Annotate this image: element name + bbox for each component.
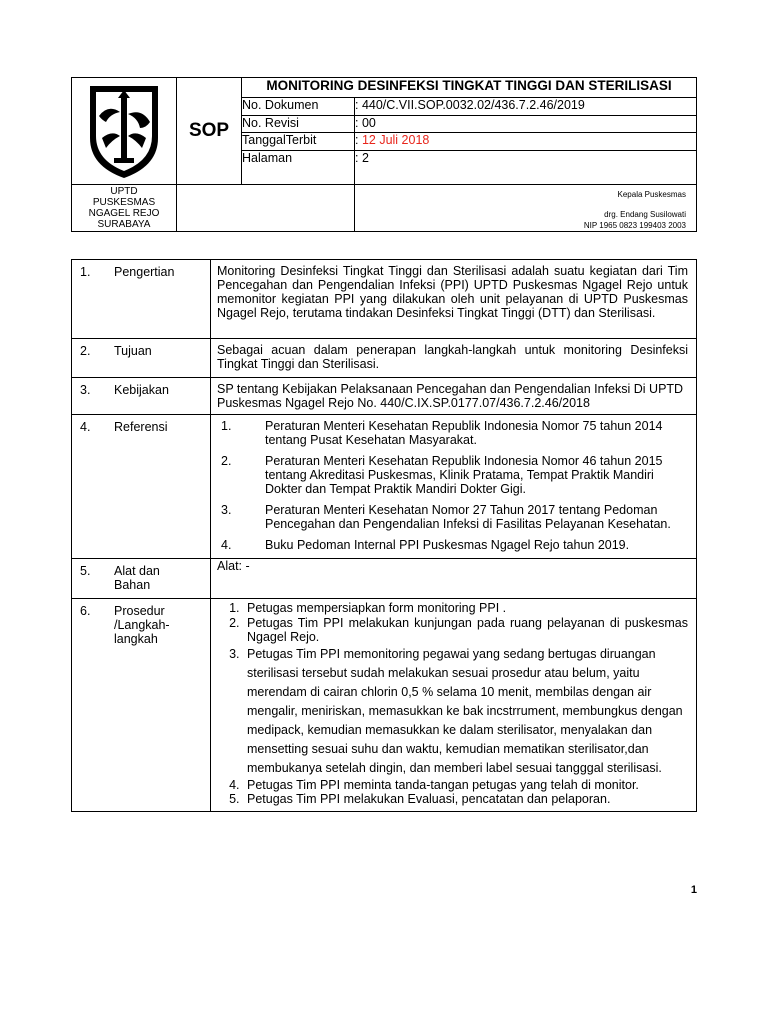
section-label: Pengertian xyxy=(106,260,211,339)
sop-header-table xyxy=(71,77,697,232)
section-label-line: /Langkah- xyxy=(114,618,170,632)
meta-key: No. Dokumen xyxy=(242,97,355,115)
reference-number: 1. xyxy=(221,419,232,433)
section-label xyxy=(106,559,211,599)
section-label-line: langkah xyxy=(114,632,158,646)
section-tujuan xyxy=(72,339,697,378)
reference-number: 2. xyxy=(221,454,232,468)
meta-value: : 2 xyxy=(355,150,697,184)
section-number: 2. xyxy=(72,339,107,378)
procedure-step: 3. Petugas Tim PPI memonitoring pegawai yang sedang bertugas diruangan sterilisasi tersebut sudah melakukan sesuai prosedur atau belum, yaitu merendam di cairan chlorin 0,5 % selama 10 menit, membilas dengan air mengalir, meniriskan, memasukkan ke bak incstrrument, membungkus dengan medipack, kemudian memasukkan ke dalam sterilisator, menyalakan dan mensetting sesuai suhu dan waktu, kemudian mematikan sterilisator,dan membukanya setelah dingin, dan memberi label sesuai tangggal sterilisasi. xyxy=(243,645,688,778)
unit-line: PUSKESMAS xyxy=(92,197,156,208)
signature-block xyxy=(355,185,697,232)
section-label-line: Bahan xyxy=(114,578,151,592)
signature-nip: NIP 1965 0823 199403 2003 xyxy=(583,221,686,230)
signature-role: Kepala Puskesmas xyxy=(617,190,686,199)
section-number: 5. xyxy=(72,559,107,599)
page-number: 1 xyxy=(690,884,697,896)
procedure-steps xyxy=(211,599,697,812)
document-title: MONITORING DESINFEKSI TINGKAT TINGGI DAN STERILISASI xyxy=(242,78,697,98)
section-label: Referensi xyxy=(106,415,211,559)
section-text: Sebagai acuan dalam penerapan langkah-langkah untuk monitoring Desinfeksi Tingkat Tinggi dan Sterilisasi. xyxy=(211,339,697,378)
unit-line: NGAGEL REJO xyxy=(88,208,160,219)
sop-content-table xyxy=(71,259,697,812)
section-text: Alat: - xyxy=(211,559,697,599)
section-pengertian xyxy=(72,260,697,339)
reference-item xyxy=(221,454,688,496)
section-number: 3. xyxy=(72,378,107,415)
reference-text: Peraturan Menteri Kesehatan Republik Indonesia Nomor 75 tahun 2014 tentang Pusat Kesehatan Masyarakat. xyxy=(265,419,663,447)
unit-name xyxy=(72,185,177,232)
section-label-line: Alat dan xyxy=(114,564,160,578)
section-number: 6. xyxy=(72,599,107,812)
procedure-step: 1. Petugas mempersiapkan form monitoring PPI . xyxy=(243,601,688,616)
section-alat-bahan xyxy=(72,559,697,599)
surabaya-emblem-logo xyxy=(72,78,176,184)
section-number: 4. xyxy=(72,415,107,559)
meta-key: TanggalTerbit xyxy=(242,133,355,151)
section-label xyxy=(106,599,211,812)
unit-line: UPTD xyxy=(110,186,138,197)
signature-name: drg. Endang Susilowati xyxy=(604,210,686,219)
reference-text: Peraturan Menteri Kesehatan Republik Indonesia Nomor 46 tahun 2015 tentang Akreditasi Puskesmas, Klinik Pratama, Tempat Praktik Mandiri Dokter dan Tempat Praktik Mandiri Dokter Gigi. xyxy=(265,454,663,496)
section-number: 1. xyxy=(72,260,107,339)
section-referensi xyxy=(72,415,697,559)
meta-value: : 440/C.VII.SOP.0032.02/436.7.2.46/2019 xyxy=(355,97,697,115)
reference-number: 3. xyxy=(221,503,232,517)
section-kebijakan xyxy=(72,378,697,415)
meta-key: Halaman xyxy=(242,150,355,184)
unit-line: SURABAYA xyxy=(97,219,151,230)
reference-text: Buku Pedoman Internal PPI Puskesmas Ngagel Rejo tahun 2019. xyxy=(265,538,630,552)
procedure-step: 2. Petugas Tim PPI melakukan kunjungan pada ruang pelayanan di puskesmas Ngagel Rejo. xyxy=(243,616,688,645)
procedure-step: 5. Petugas Tim PPI melakukan Evaluasi, pencatatan dan pelaporan. xyxy=(243,792,688,807)
section-label: Kebijakan xyxy=(106,378,211,415)
reference-item xyxy=(221,538,688,552)
blank-cell xyxy=(177,185,355,232)
section-text: Monitoring Desinfeksi Tingkat Tinggi dan Sterilisasi adalah suatu kegiatan dari Tim Pencegahan dan Pengendalian Infeksi (PPI) UPTD Puskesmas Ngagel Rejo untuk memonitor kegiatan PPI yang dilakukan oleh unit pelayanan di UPTD Puskesmas Ngagel Rejo, terutama tindakan Desinfeksi Tingkat Tinggi (DTT) dan Sterilisasi. xyxy=(211,260,697,339)
issue-date: 12 Juli 2018 xyxy=(361,133,430,148)
meta-value: : 00 xyxy=(355,115,697,133)
reference-item xyxy=(221,419,688,447)
reference-text: Peraturan Menteri Kesehatan Nomor 27 Tahun 2017 tentang Pedoman Pencegahan dan Pengendalian Infeksi di Fasilitas Pelayanan Kesehatan. xyxy=(265,503,671,531)
section-text: SP tentang Kebijakan Pelaksanaan Pencegahan dan Pengendalian Infeksi Di UPTD Puskesmas Ngagel Rejo No. 440/C.IX.SP.0177.07/436.7.2.46/2018 xyxy=(211,378,697,415)
reference-list xyxy=(211,415,697,559)
section-prosedur xyxy=(72,599,697,812)
reference-number: 4. xyxy=(221,538,232,552)
meta-value xyxy=(355,133,697,151)
section-label: Tujuan xyxy=(106,339,211,378)
reference-item xyxy=(221,503,688,531)
sop-label: SOP xyxy=(177,78,242,185)
meta-key: No. Revisi xyxy=(242,115,355,133)
section-label-line: Prosedur xyxy=(114,604,165,618)
logo-cell xyxy=(72,78,177,185)
procedure-step: 4. Petugas Tim PPI meminta tanda-tangan petugas yang telah di monitor. xyxy=(243,778,688,793)
meta-value-prefix: : xyxy=(355,133,362,148)
